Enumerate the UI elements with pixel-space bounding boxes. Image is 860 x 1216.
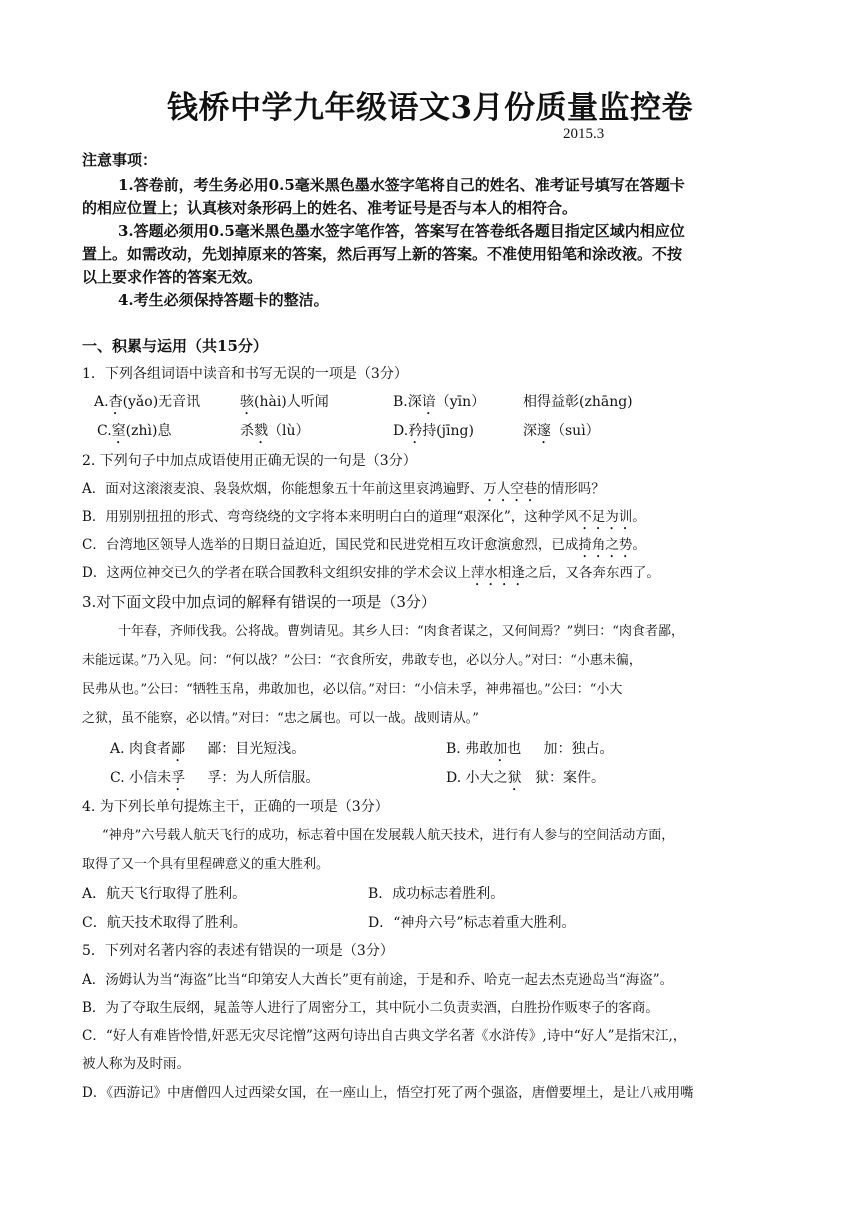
q5-stem: 5．下列对名著内容的表述有错误的一项是（3分） bbox=[82, 943, 394, 959]
q2-option-c: C．台湾地区领导人选举的日期日益迫近，国民党和民进党相互攻讦愈演愈烈，已成掎角之势。 bbox=[82, 537, 646, 553]
note-1-line-2: 的相应位置上；认真核对条形码上的姓名、准考证号是否与本人的相符合。 bbox=[82, 199, 578, 217]
q5-option-a: A．汤姆认为当“海盗”比当“印第安人大酋长”更有前途，于是和乔、哈克一起去杰克逊岛当“海盗”。 bbox=[82, 972, 674, 988]
note-1-line-1: 1.答卷前，考生务必用0.5毫米黑色墨水签字笔将自己的姓名、准考证号填写在答题卡 bbox=[118, 176, 685, 194]
q1-stem: 1．下列各组词语中读音和书写无误的一项是（3分） bbox=[82, 366, 408, 382]
note-3-line-3: 以上要求作答的答案无效。 bbox=[82, 268, 263, 286]
q3-option-c: C. 小信未孚 孚：为人所信服。 bbox=[110, 770, 320, 786]
notes-heading: 注意事项： bbox=[82, 151, 158, 169]
q4-stem: 4. 为下列长单句提炼主干，正确的一项是（3分） bbox=[82, 799, 389, 815]
q3-passage-line-4: 之狱，虽不能察，必以情。”对曰：“忠之属也。可以一战。战则请从。” bbox=[82, 711, 479, 726]
q3-passage-line-2: 未能远谋。”乃入见。问：“何以战？”公曰：“衣食所安，弗敢专也，必以分人。”对曰：“小惠未徧， bbox=[82, 653, 642, 668]
q2-option-a: A．面对这滚滚麦浪、袅袅炊烟，你能想象五十年前这里哀鸿遍野、万人空巷的情形吗？ bbox=[82, 481, 605, 497]
q4-sentence-line-1: “神舟”六号载人航天飞行的成功，标志着中国在发展载人航天技术，进行有人参与的空间活动方面， bbox=[102, 828, 675, 843]
q5-option-c-line-1: C．“好人有难皆怜惜,奸恶无灾尽诧憎”这两句诗出自古典文学名著《水浒传》,诗中“好人”是指宋江,， bbox=[82, 1028, 687, 1044]
q3-passage-line-3: 民弗从也。”公曰：“牺牲玉帛，弗敢加也，必以信。”对曰：“小信未孚，神弗福也。”公曰：“小大 bbox=[82, 682, 623, 697]
exam-date: 2015.3 bbox=[563, 126, 605, 142]
q3-passage-line-1: 十年春，齐师伐我。公将战。曹刿请见。其乡人曰：“肉食者谋之，又何间焉？”刿曰：“肉食者鄙， bbox=[118, 624, 684, 639]
section-1-heading: 一、积累与运用（共15分） bbox=[82, 337, 268, 355]
q1-option-b1: B.深谙（yīn） bbox=[393, 394, 486, 410]
q1-option-d1: D.矜持(jīng) bbox=[393, 423, 474, 439]
q4-option-a: A．航天飞行取得了胜利。 bbox=[82, 886, 247, 902]
q1-option-b2: 相得益彰(zhāng) bbox=[523, 394, 633, 410]
q5-option-d: D．《西游记》中唐僧四人过西梁女国，在一座山上，悟空打死了两个强盗，唐僧要埋土，是让八戒用嘴 bbox=[82, 1085, 694, 1101]
q3-stem: 3.对下面文段中加点词的解释有错误的一项是（3分） bbox=[82, 593, 436, 611]
q5-option-c-line-2: 被人称为及时雨。 bbox=[82, 1056, 190, 1072]
q3-option-b: B. 弗敢加也 加：独占。 bbox=[446, 741, 614, 757]
q4-option-d: D．“神舟六号”标志着重大胜利。 bbox=[368, 915, 576, 931]
q2-option-d: D．这两位神交已久的学者在联合国教科文组织安排的学术会议上萍水相逢之后，又各奔东西了。 bbox=[82, 565, 660, 581]
note-4: 4.考生必须保持答题卡的整洁。 bbox=[118, 291, 329, 309]
page-title: 钱桥中学九年级语文3月份质量监控卷 bbox=[166, 90, 694, 126]
q1-option-c1: C.窒(zhì)息 bbox=[97, 423, 172, 439]
q3-option-d: D. 小大之狱 狱：案件。 bbox=[446, 770, 605, 786]
q2-stem: 2. 下列句子中加点成语使用正确无误的一句是（3分） bbox=[82, 453, 417, 469]
q4-sentence-line-2: 取得了又一个具有里程碑意义的重大胜利。 bbox=[82, 857, 330, 872]
q1-option-a1: A.杳(yǎo)无音讯 bbox=[94, 394, 201, 410]
q2-option-b: B．用别别扭扭的形式、弯弯绕绕的文字将本来明明白白的道理“艰深化”，这种学风不足为训。 bbox=[82, 509, 646, 525]
note-3-line-1: 3.答题必须用0.5毫米黑色墨水签字笔作答，答案写在答卷纸各题目指定区域内相应位 bbox=[118, 222, 685, 240]
q3-option-a: A. 肉食者鄙 鄙：目光短浅。 bbox=[110, 741, 306, 757]
q1-option-a2: 骇(hài)人听闻 bbox=[240, 394, 329, 410]
q1-option-d2: 深邃（suì） bbox=[523, 423, 600, 439]
q5-option-b: B．为了夺取生辰纲，晁盖等人进行了周密分工，其中阮小二负责卖酒，白胜扮作贩枣子的客商。 bbox=[82, 1000, 659, 1016]
q1-option-c2: 杀戮（lù） bbox=[240, 423, 310, 439]
q4-option-b: B．成功标志着胜利。 bbox=[368, 886, 505, 902]
q4-option-c: C．航天技术取得了胜利。 bbox=[82, 915, 247, 931]
note-3-line-2: 置上。如需改动，先划掉原来的答案，然后再写上新的答案。不准使用铅笔和涂改液。不按 bbox=[82, 245, 683, 263]
